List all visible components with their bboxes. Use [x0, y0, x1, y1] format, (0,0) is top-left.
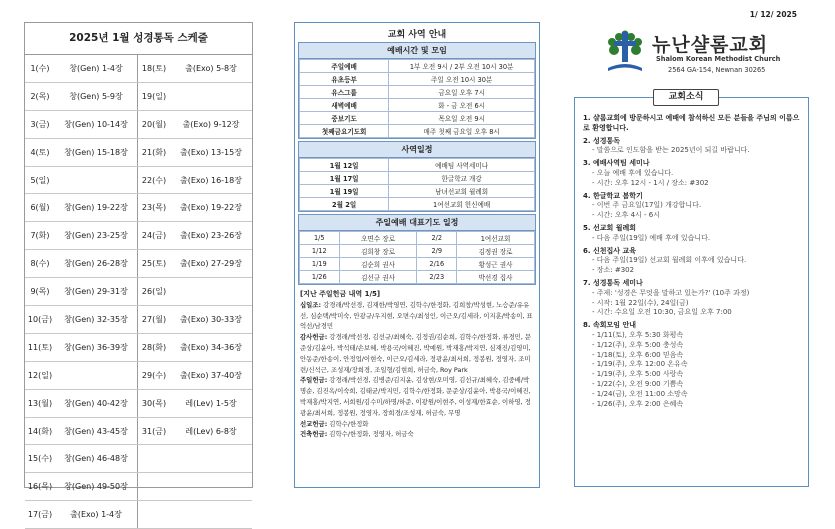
bulletin-date: 1/ 12/ 2025	[749, 10, 797, 19]
news-item-detail: - 시작: 1월 22일(수), 24일(금)	[592, 298, 689, 307]
news-item	[583, 114, 802, 134]
schedule-day	[138, 445, 171, 473]
schedule-row	[25, 82, 252, 110]
schedule-reading: 창(Gen) 43-45장	[55, 417, 138, 445]
table-cell: 2/2	[417, 232, 457, 245]
news-item-detail: - 시간: 오후 12시 - 1시 / 장소: #302	[592, 178, 709, 187]
news-item-detail: - 1/19(주), 오후 5:00 사랑속	[592, 370, 684, 379]
schedule-row	[25, 445, 252, 473]
schedule-row	[25, 417, 252, 445]
schedule-day: 12(일)	[25, 361, 55, 389]
schedule-reading: 창(Gen) 32-35장	[55, 306, 138, 334]
news-item-title: 4. 한글학교 봄학기	[583, 191, 643, 200]
schedule-day: 14(화)	[25, 417, 55, 445]
schedule-reading	[55, 166, 138, 194]
offering-item	[300, 375, 534, 418]
schedule-reading: 출(Exo) 23-26장	[170, 222, 252, 250]
table-cell: 첫째금요기도회	[300, 125, 389, 138]
schedule-day: 3(금)	[25, 110, 55, 138]
schedule-row	[25, 166, 252, 194]
schedule-day	[138, 501, 171, 529]
schedule-reading: 레(Lev) 1-5장	[170, 389, 252, 417]
news-item-detail: - 1/19(주), 오후 12:00 온유속	[592, 360, 688, 369]
church-english-name: Shalom Korean Methodist Church	[656, 55, 781, 63]
ministry-panel	[294, 22, 540, 488]
news-item-title: 6. 신천집사 교육	[583, 246, 636, 255]
offering-label: 주일헌금:	[300, 376, 328, 385]
cross-tree-logo-icon	[600, 28, 650, 76]
church-name: 뉴난샬롬교회	[652, 34, 769, 56]
table-cell: 예배팀 사역세미나	[389, 159, 535, 172]
table-cell: 유스그룹	[300, 86, 389, 99]
table-cell: 1월 17일	[300, 172, 389, 185]
news-item-title: 5. 선교회 월례회	[583, 223, 636, 232]
bible-reading-schedule	[24, 22, 253, 520]
table-cell: 2/9	[417, 245, 457, 258]
offering-names: 김학수/한정화, 정영자, 허금숙	[329, 430, 414, 439]
table-cell: 화 - 금 오전 6시	[389, 99, 535, 112]
news-item-detail: - 1/12(주), 오후 5:00 충성속	[592, 340, 684, 349]
news-item	[583, 137, 802, 157]
schedule-reading: 창(Gen) 26-28장	[55, 250, 138, 278]
schedule-day: 17(금)	[25, 501, 55, 529]
table-cell: 1여선교회	[457, 232, 535, 245]
schedule-day: 29(수)	[138, 361, 171, 389]
schedule-reading	[170, 278, 252, 306]
schedule-row	[25, 138, 252, 166]
schedule-day: 15(수)	[25, 445, 55, 473]
schedule-day	[138, 473, 171, 501]
schedule-reading: 출(Exo) 34-36장	[170, 333, 252, 361]
news-item	[583, 159, 802, 188]
offering-item	[300, 300, 534, 332]
table-row	[300, 258, 535, 271]
schedule-day: 24(금)	[138, 222, 171, 250]
news-item-detail: - 시간: 수요일 오전 10:30, 금요일 오후 7:00	[592, 308, 732, 317]
news-item-detail: - 1/18(토), 오후 6:00 믿음속	[592, 350, 684, 359]
table-cell: 김정권 장로	[457, 245, 535, 258]
news-item	[583, 224, 802, 244]
schedule-day: 4(토)	[25, 138, 55, 166]
schedule-day: 5(일)	[25, 166, 55, 194]
table-cell: 매주 첫째 금요일 오후 8시	[389, 125, 535, 138]
schedule-reading: 창(Gen) 23-25장	[55, 222, 138, 250]
schedule-day: 8(수)	[25, 250, 55, 278]
schedule-reading: 출(Exo) 16-18장	[170, 166, 252, 194]
news-item-title: 7. 성경통독 세미나	[583, 278, 643, 287]
schedule-reading	[170, 445, 252, 473]
table-cell: 한글학교 개강	[389, 172, 535, 185]
schedule-day: 11(토)	[25, 333, 55, 361]
schedule-day: 19(일)	[138, 82, 171, 110]
schedule-reading: 출(Exo) 9-12장	[170, 110, 252, 138]
schedule-row	[25, 473, 252, 501]
table-cell: 1/12	[300, 245, 340, 258]
table-row	[300, 198, 535, 211]
table-row	[300, 172, 535, 185]
schedule-day: 2(목)	[25, 82, 55, 110]
schedule-day: 23(목)	[138, 194, 171, 222]
schedule-reading: 창(Gen) 49-50장	[55, 473, 138, 501]
table-row	[300, 60, 535, 73]
table-cell: 김순희 권사	[339, 258, 417, 271]
table-cell: 1부 오전 9시 / 2부 오전 10시 30분	[389, 60, 535, 73]
schedule-row	[25, 306, 252, 334]
schedule-reading: 창(Gen) 5-9장	[55, 82, 138, 110]
offering-item	[300, 332, 534, 375]
table-row	[300, 99, 535, 112]
schedule-day: 30(목)	[138, 389, 171, 417]
schedule-reading: 창(Gen) 36-39장	[55, 333, 138, 361]
schedule-row	[25, 110, 252, 138]
news-item-detail: - 오늘 예배 후에 있습니다.	[592, 168, 674, 177]
table-cell: 주일 오전 10시 30분	[389, 73, 535, 86]
news-item	[583, 279, 802, 318]
schedule-reading	[55, 361, 138, 389]
table-cell: 1월 19일	[300, 185, 389, 198]
schedule-reading: 창(Gen) 29-31장	[55, 278, 138, 306]
table-row	[300, 159, 535, 172]
table-cell: 2월 2일	[300, 198, 389, 211]
offering-item	[300, 419, 534, 430]
news-item-title: 1. 샬롬교회에 방문하시고 예배에 참석하신 모든 분들을 주님의 이름으로 환영합니다.	[583, 114, 800, 132]
news-item-detail: - 1/22(수), 오전 9:00 기쁨속	[592, 379, 684, 388]
schedule-title: 2025년 1월 성경통독 스케줄	[25, 23, 252, 55]
schedule-day: 7(화)	[25, 222, 55, 250]
schedule-row	[25, 501, 252, 529]
offering-item	[300, 429, 534, 440]
schedule-reading: 창(Gen) 19-22장	[55, 194, 138, 222]
news-item-detail: - 1/26(주), 오후 2:00 은혜속	[592, 399, 684, 408]
news-list	[575, 114, 808, 409]
table-cell: 오면수 장로	[339, 232, 417, 245]
table-row	[300, 73, 535, 86]
offering-label: 건축헌금:	[300, 430, 328, 439]
table-cell: 1월 12일	[300, 159, 389, 172]
news-item-detail: - 다음 주일(19일) 예배 후에 있습니다.	[592, 233, 711, 242]
table-cell: 김선규 권사	[339, 271, 417, 284]
news-item	[583, 321, 802, 409]
news-item-title: 2. 성경통독	[583, 136, 621, 145]
table-cell: 1/19	[300, 258, 340, 271]
table-cell: 유초등부	[300, 73, 389, 86]
table-row	[300, 245, 535, 258]
table-cell: 목요일 오전 9시	[389, 112, 535, 125]
schedule-day: 27(월)	[138, 306, 171, 334]
schedule-table	[25, 55, 252, 529]
news-item-detail: - 시간: 오후 4시 - 6시	[592, 211, 661, 220]
news-item-title: 3. 예배사역팀 세미나	[583, 159, 650, 168]
news-item-detail: - 다음 주일(19일) 선교회 월례회 이후에 있습니다.	[592, 256, 747, 265]
offering-list	[300, 289, 534, 440]
offering-label: 십일조:	[300, 300, 322, 309]
schedule-day: 28(화)	[138, 333, 171, 361]
table-cell: 김희창 장로	[339, 245, 417, 258]
schedule-row	[25, 361, 252, 389]
news-item-detail: - 이번 주 금요일(17일) 개강합니다.	[592, 201, 702, 210]
prayer-box	[298, 214, 536, 285]
events-box	[298, 141, 536, 212]
schedule-day: 26(일)	[138, 278, 171, 306]
schedule-day: 22(수)	[138, 166, 171, 194]
news-item-detail: - 1/11(토), 오후 5:30 화평속	[592, 330, 684, 339]
news-badge: 교회소식	[653, 89, 719, 106]
schedule-day: 6(월)	[25, 194, 55, 222]
worship-header: 예배시간 및 모임	[299, 43, 535, 59]
church-address: 2564 GA-154, Newnan 30265	[668, 66, 766, 74]
schedule-day: 18(토)	[138, 55, 171, 82]
table-cell: 1/26	[300, 271, 340, 284]
schedule-row	[25, 222, 252, 250]
table-row	[300, 271, 535, 284]
table-cell: 2/16	[417, 258, 457, 271]
schedule-row	[25, 250, 252, 278]
schedule-reading: 창(Gen) 40-42장	[55, 389, 138, 417]
offering-title: [지난 주일헌금 내역 1/5]	[300, 290, 381, 298]
schedule-reading: 창(Gen) 10-14장	[55, 110, 138, 138]
schedule-row	[25, 278, 252, 306]
table-row	[300, 112, 535, 125]
schedule-day: 9(목)	[25, 278, 55, 306]
schedule-row	[25, 55, 252, 82]
schedule-reading: 출(Exo) 30-33장	[170, 306, 252, 334]
table-cell: 황성근 권사	[457, 258, 535, 271]
schedule-day: 1(수)	[25, 55, 55, 82]
news-item-detail: - 주제: '성경은 무엇을 말하고 있는가?' (10주 과정)	[592, 288, 750, 297]
schedule-reading	[170, 473, 252, 501]
schedule-reading: 출(Exo) 19-22장	[170, 194, 252, 222]
table-row	[300, 86, 535, 99]
table-cell: 2/23	[417, 271, 457, 284]
table-row	[300, 125, 535, 138]
offering-label: 선교헌금:	[300, 419, 328, 428]
schedule-row	[25, 389, 252, 417]
news-item	[583, 192, 802, 221]
prayer-header: 주일예배 대표기도 일정	[299, 215, 535, 231]
offering-names: 강경래/박선경, 김재한/박영연, 김학수/한정화, 김희창/박성현, 노승준/유유선, 심순택/박미숙, 안광규/우지현, 오면수/최성인, 이근오/김세라, 이지훈/박송이, 표억선/남경민	[300, 300, 533, 331]
schedule-reading: 창(Gen) 15-18장	[55, 138, 138, 166]
schedule-reading	[170, 82, 252, 110]
church-news-panel	[574, 97, 809, 487]
schedule-reading: 출(Exo) 5-8장	[170, 55, 252, 82]
schedule-row	[25, 333, 252, 361]
table-row	[300, 185, 535, 198]
schedule-reading: 창(Gen) 1-4장	[55, 55, 138, 82]
schedule-day: 31(금)	[138, 417, 171, 445]
schedule-reading: 레(Lev) 6-8장	[170, 417, 252, 445]
schedule-reading	[170, 501, 252, 529]
news-item-title: 8. 속회모임 안내	[583, 321, 636, 330]
schedule-day: 10(금)	[25, 306, 55, 334]
ministry-title: 교회 사역 안내	[387, 30, 447, 40]
table-cell: 남녀선교회 월례회	[389, 185, 535, 198]
table-cell: 1여선교회 헌신예배	[389, 198, 535, 211]
table-cell: 박선경 집사	[457, 271, 535, 284]
events-header: 사역일정	[299, 142, 535, 158]
offering-names: 강경래/박선경, 김선규/최혜숙, 김정권/김순희, 김학수/한정화, 류경민, 문준상/김윤아, 박석태/손보혜, 박용국/이혜진, 박예원, 박재홍/박지연, 심재진/김영미, 안동준/한송이, 안정업/이현숙, 이근오/김세라, 정광윤/최서희, 정봉원, 정영자, 조미련/신석근, 조성재/장희경, 조일형/김현희, 허금숙, Roy Park	[300, 333, 532, 374]
news-item-detail: - 말씀으로 인도함을 받는 2025년이 되길 바랍니다.	[592, 146, 750, 155]
schedule-day: 13(월)	[25, 389, 55, 417]
schedule-reading: 창(Gen) 46-48장	[55, 445, 138, 473]
news-item	[583, 247, 802, 276]
worship-times-box	[298, 42, 536, 139]
table-cell: 금요일 오후 7시	[389, 86, 535, 99]
offering-names: 강경래/박선경, 김병준/김지윤, 김상현/오미영, 김선규/최혜숙, 김중배/박명순, 김진옥/이숙희, 김태균/박지민, 김학수/한정화, 문준상/김윤아, 박용국/이혜진, 박재홍/박지연, 서희원/김수미/하명/하준, 이광원/이현주, 이성재/한효순, 이하영, 정광윤/최서희, 정봉원, 정영자, 장희경/조성재, 허금숙, 무명	[300, 376, 531, 417]
offering-label: 감사헌금:	[300, 333, 328, 342]
schedule-day: 21(화)	[138, 138, 171, 166]
news-item-detail: - 1/24(금), 오전 11:00 소망속	[592, 389, 688, 398]
offering-names: 김학수/한정화	[329, 419, 369, 428]
schedule-row	[25, 194, 252, 222]
schedule-day: 20(월)	[138, 110, 171, 138]
schedule-day: 25(토)	[138, 250, 171, 278]
schedule-reading: 출(Exo) 13-15장	[170, 138, 252, 166]
table-cell: 주일예배	[300, 60, 389, 73]
schedule-reading: 출(Exo) 1-4장	[55, 501, 138, 529]
table-row	[300, 232, 535, 245]
schedule-day: 16(목)	[25, 473, 55, 501]
schedule-reading: 출(Exo) 27-29장	[170, 250, 252, 278]
news-item-detail: - 장소: #302	[592, 266, 635, 275]
table-cell: 1/5	[300, 232, 340, 245]
table-cell: 중보기도	[300, 112, 389, 125]
table-cell: 새벽예배	[300, 99, 389, 112]
schedule-reading: 출(Exo) 37-40장	[170, 361, 252, 389]
